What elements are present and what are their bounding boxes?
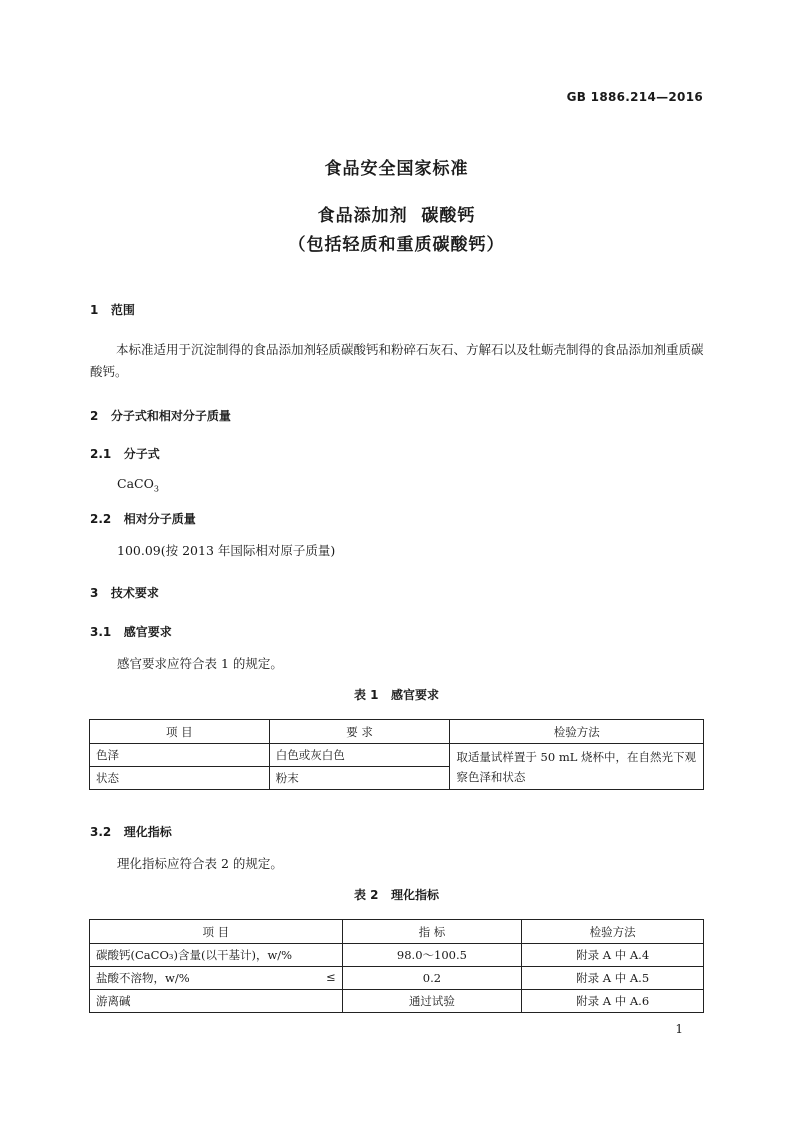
cell-method: 附录 A 中 A.4 bbox=[522, 944, 704, 967]
paragraph-sensory: 感官要求应符合表 1 的规定。 bbox=[117, 656, 283, 671]
cell-indicator: 通过试验 bbox=[342, 990, 522, 1013]
column-header-method: 检验方法 bbox=[522, 920, 704, 944]
cell-indicator: 98.0～100.5 bbox=[342, 944, 522, 967]
table-row bbox=[90, 944, 704, 967]
heading-2-formula-mass: 2 分子式和相对分子质量 bbox=[90, 409, 231, 423]
heading-2-1-formula: 2.1 分子式 bbox=[90, 447, 160, 461]
cell-item: 色泽 bbox=[90, 744, 270, 767]
cell-method: 附录 A 中 A.5 bbox=[522, 967, 704, 990]
title-national-standard: 食品安全国家标准 bbox=[324, 159, 469, 179]
le-symbol: ≤ bbox=[325, 970, 336, 984]
cell-item: 游离碱 bbox=[90, 990, 343, 1013]
cell-item: 碳酸钙(CaCO₃)含量(以干基计)，w/% bbox=[90, 944, 343, 967]
table-row bbox=[90, 990, 704, 1013]
paragraph-physicochemical: 理化指标应符合表 2 的规定。 bbox=[117, 856, 283, 871]
heading-3-2-physicochemical: 3.2 理化指标 bbox=[90, 825, 172, 839]
title-product: 食品添加剂 碳酸钙 bbox=[317, 206, 476, 226]
standard-code: GB 1886.214—2016 bbox=[566, 90, 703, 104]
molecular-formula: CaCO$_3$ bbox=[117, 476, 159, 494]
molecular-mass-value: 100.09(按 2013 年国际相对原子质量) bbox=[117, 543, 336, 558]
table-sensory-requirements bbox=[89, 719, 704, 790]
cell-item: 状态 bbox=[90, 767, 270, 790]
heading-2-2-molecular-mass: 2.2 相对分子质量 bbox=[90, 512, 196, 526]
cell-item: 盐酸不溶物，w/% ≤ bbox=[90, 967, 343, 990]
column-header-item: 项 目 bbox=[90, 920, 343, 944]
column-header-item: 项 目 bbox=[90, 720, 270, 744]
table2-caption: 表 2 理化指标 bbox=[353, 888, 440, 902]
table-row bbox=[90, 744, 704, 767]
table1-caption: 表 1 感官要求 bbox=[353, 688, 440, 702]
table-row bbox=[90, 967, 704, 990]
table-header-row bbox=[90, 720, 704, 744]
cell-requirement: 白色或灰白色 bbox=[269, 744, 450, 767]
heading-3-1-sensory: 3.1 感官要求 bbox=[90, 625, 172, 639]
table-physicochemical-indicators bbox=[89, 919, 704, 1013]
heading-1-scope: 1 范围 bbox=[90, 303, 135, 317]
table-header-row bbox=[90, 920, 704, 944]
heading-3-technical-requirements: 3 技术要求 bbox=[90, 586, 159, 600]
column-header-requirement: 要 求 bbox=[269, 720, 450, 744]
cell-requirement: 粉末 bbox=[269, 767, 450, 790]
cell-method: 取适量试样置于 50 mL 烧杯中，在自然光下观察色泽和状态 bbox=[450, 744, 704, 790]
paragraph-scope: 本标准适用于沉淀制得的食品添加剂轻质碳酸钙和粉碎石灰石、方解石以及牡蛎壳制得的食品添加剂重质碳酸钙。 bbox=[90, 342, 704, 379]
page-number: 1 bbox=[675, 1022, 683, 1036]
column-header-method: 检验方法 bbox=[450, 720, 704, 744]
column-header-indicator: 指 标 bbox=[342, 920, 522, 944]
cell-indicator: 0.2 bbox=[342, 967, 522, 990]
title-product-sub: （包括轻质和重质碳酸钙） bbox=[288, 235, 505, 255]
cell-method: 附录 A 中 A.6 bbox=[522, 990, 704, 1013]
